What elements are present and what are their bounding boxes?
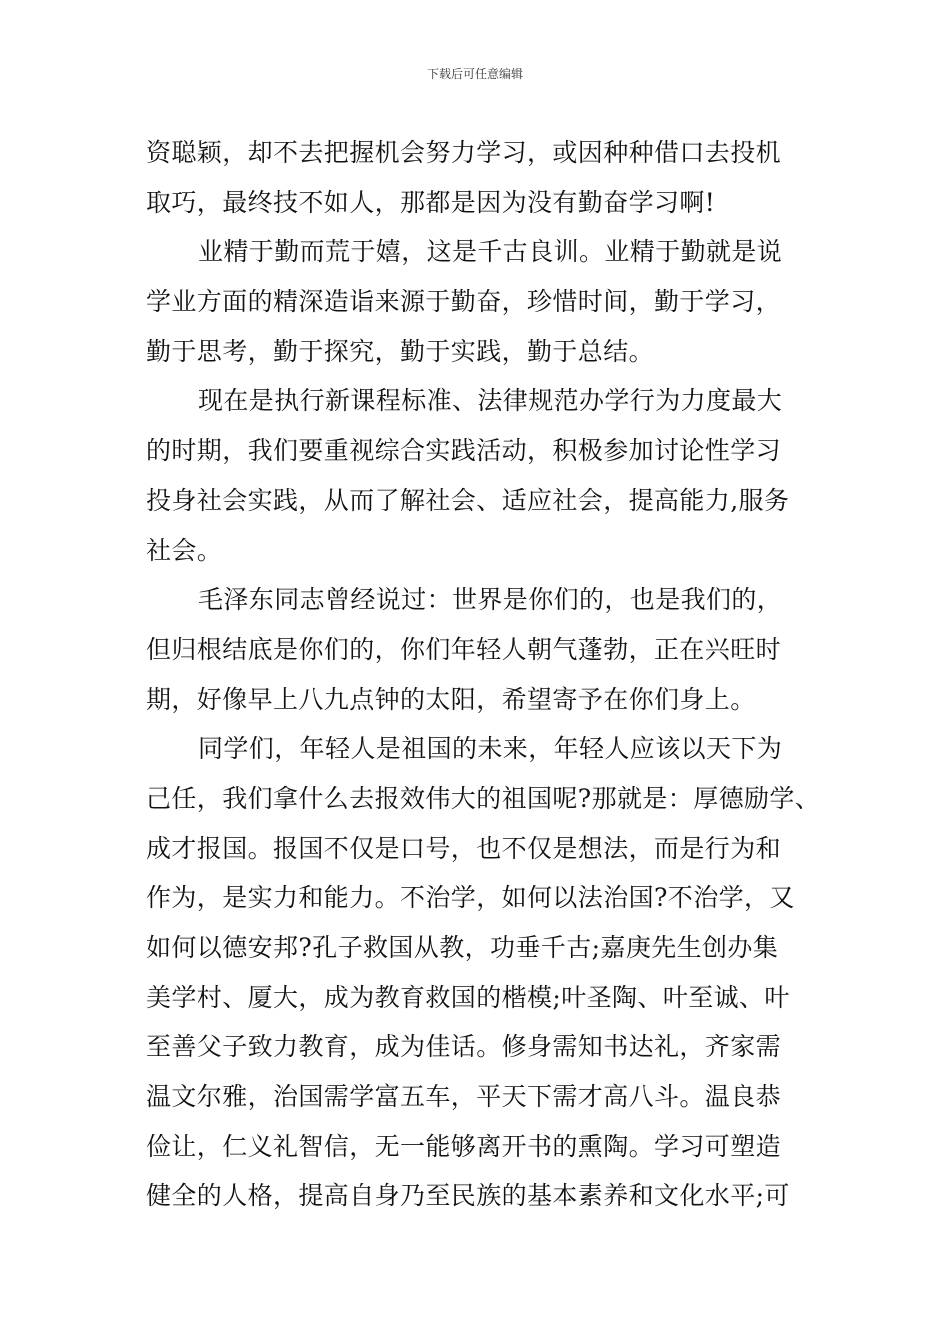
paragraph-start-line: 现在是执行新课程标准、法律规范办学行为力度最大	[198, 386, 783, 416]
paragraph-start-line: 毛泽东同志曾经说过：世界是你们的，也是我们的，	[198, 585, 783, 615]
text-line: 美学村、厦大，成为教育救国的楷模;叶圣陶、叶至诚、叶	[146, 982, 790, 1012]
text-line: 取巧，最终技不如人，那都是因为没有勤奋学习啊!	[146, 187, 716, 217]
text-line: 但归根结底是你们的，你们年轻人朝气蓬勃，正在兴旺时	[146, 634, 782, 664]
page-header: 下载后可任意编辑	[426, 67, 523, 81]
text-line: 社会。	[146, 535, 223, 565]
text-line: 温文尔雅，治国需学富五车，平天下需才高八斗。温良恭	[146, 1082, 782, 1112]
text-line: 投身社会实践，从而了解社会、适应社会，提高能力,服务	[146, 485, 790, 515]
text-line: 学业方面的精深造诣来源于勤奋，珍惜时间，勤于学习，	[146, 287, 782, 317]
text-line: 资聪颖，却不去把握机会努力学习，或因种种借口去投机	[146, 138, 782, 167]
text-line: 作为，是实力和能力。不治学，如何以法治国?不治学，又	[146, 883, 795, 913]
text-line: 的时期，我们要重视综合实践活动，积极参加讨论性学习	[146, 436, 782, 466]
text-line: 至善父子致力教育，成为佳话。修身需知书达礼，齐家需	[146, 1032, 782, 1062]
text-line: 俭让，仁义礼智信，无一能够离开书的熏陶。学习可塑造	[146, 1131, 782, 1161]
paragraph-start-line: 业精于勤而荒于嬉，这是千古良训。业精于勤就是说	[198, 237, 783, 267]
document-body	[146, 128, 821, 1221]
text-line: 期，好像早上八九点钟的太阳，希望寄予在你们身上。	[146, 684, 756, 714]
text-line: 勤于思考，勤于探究，勤于实践，勤于总结。	[146, 336, 655, 366]
text-line: 成才报国。报国不仅是口号，也不仅是想法，而是行为和	[146, 833, 782, 863]
text-line: 健全的人格，提高自身乃至民族的基本素养和文化水平;可	[146, 1181, 790, 1211]
paragraph-start-line: 同学们，年轻人是祖国的未来，年轻人应该以天下为	[198, 734, 783, 764]
text-line: 己任，我们拿什么去报效伟大的祖国呢?那就是：厚德励学、	[146, 783, 821, 813]
text-line: 如何以德安邦?孔子救国从教，功垂千古;嘉庚先生创办集	[146, 933, 779, 962]
